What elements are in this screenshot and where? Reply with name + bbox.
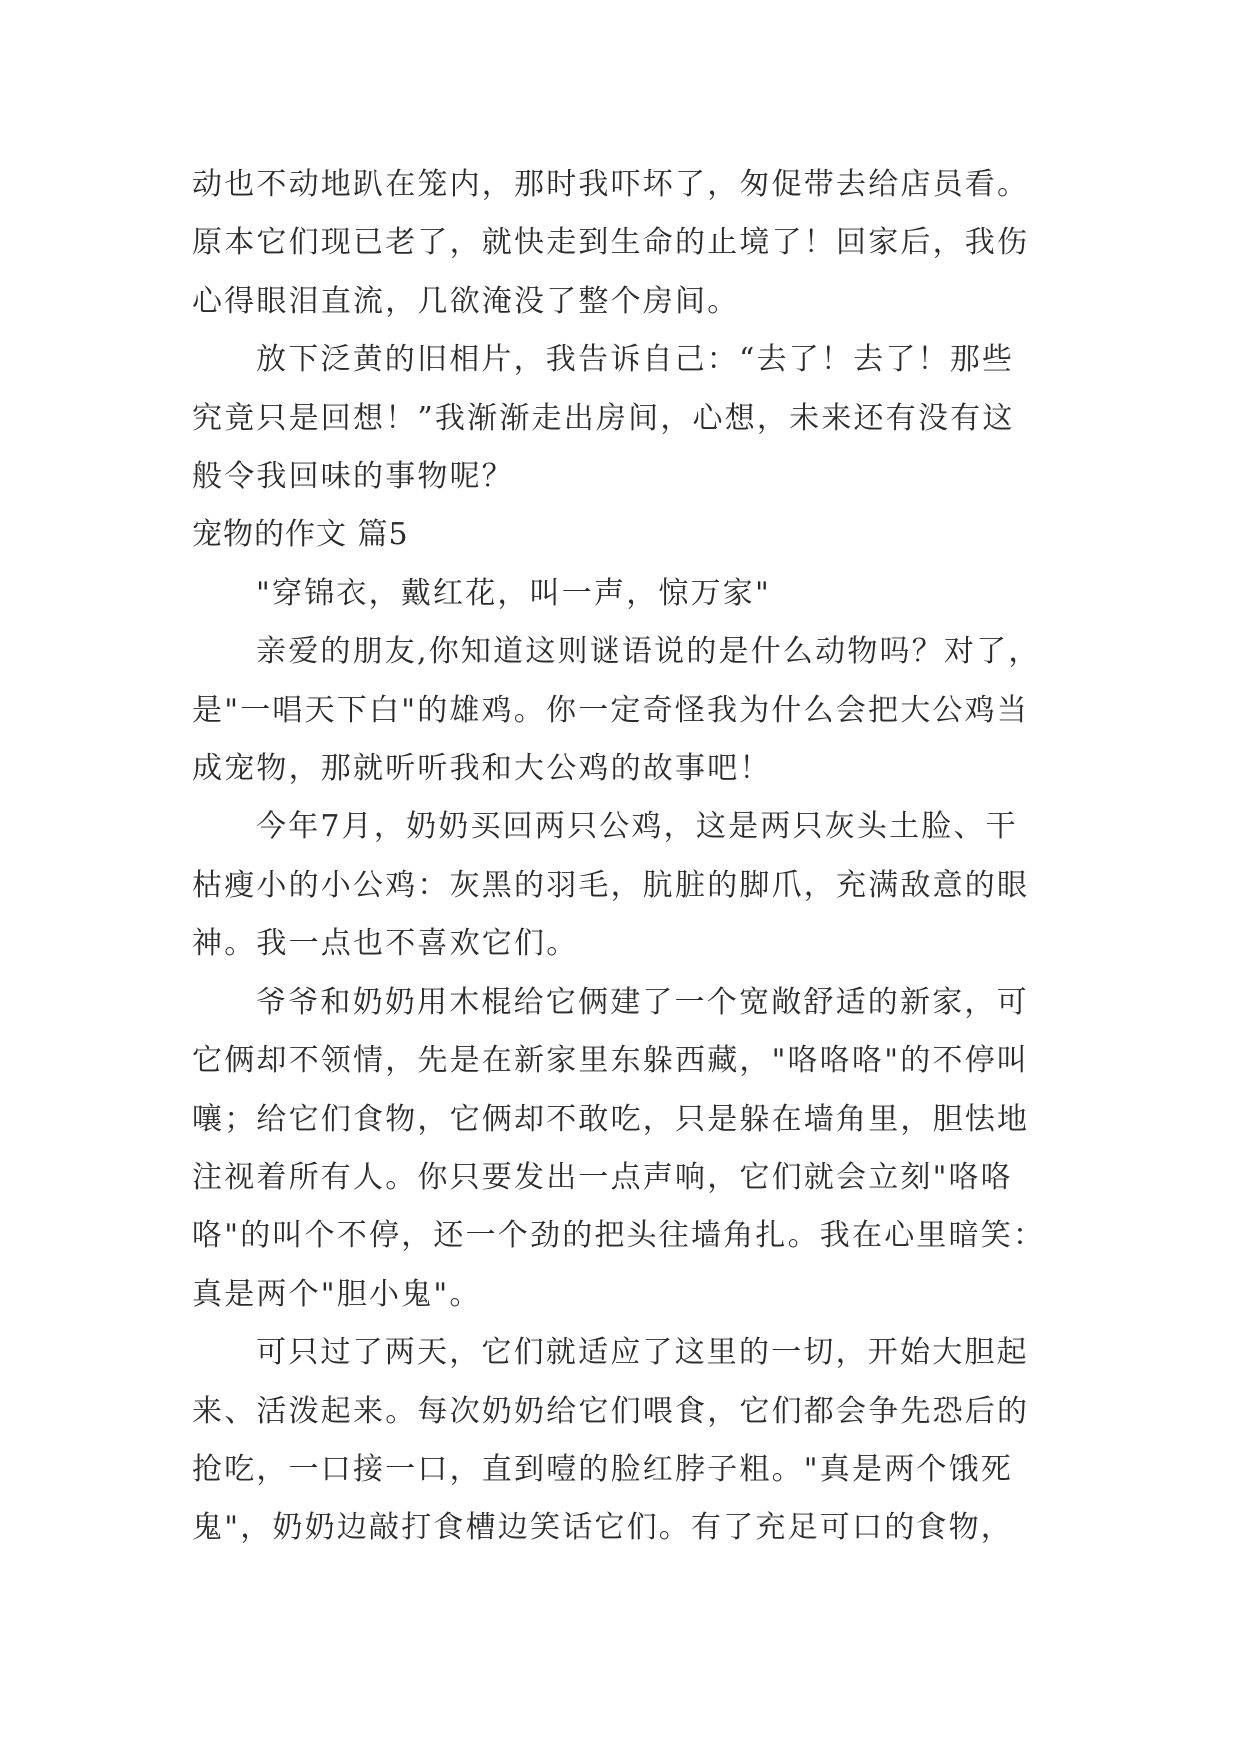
paragraph (192, 156, 1092, 331)
text-line: 抢吃，一口接一口，直到噎的脸红脖子粗。"真是两个饿死 (192, 1451, 1013, 1487)
text-line: 究竟只是回想！”我渐渐走出房间，心想，未来还有没有这 (192, 400, 1015, 436)
paragraph (192, 974, 1092, 1324)
text-line: 鬼"，奶奶边敲打食槽边笑话它们。有了充足可口的食物， (192, 1510, 1013, 1546)
paragraph (192, 331, 1092, 506)
text-line: 放下泛黄的旧相片，我告诉自己：“去了！去了！那些 (256, 342, 1015, 378)
text-line: 嚷；给它们食物，它俩却不敢吃，只是躲在墙角里，胆怯地 (192, 1101, 1030, 1137)
text-line: 今年7月，奶奶买回两只公鸡，这是两只灰头土脸、干 (256, 809, 1018, 845)
text-line: 动也不动地趴在笼内，那时我吓坏了，匆促带去给店员看。 (192, 167, 1030, 202)
text-line: 来、活泼起来。每次奶奶给它们喂食，它们都会争先恐后的 (192, 1393, 1030, 1429)
text-line: 它俩却不领情，先是在新家里东躲西藏，"咯咯咯"的不停叫 (192, 1043, 1029, 1079)
text-line: 般令我回味的事物呢？ (192, 459, 514, 495)
text-line: 亲爱的朋友,你知道这则谜语说的是什么动物吗？对了， (256, 634, 1041, 670)
text-line: 爷爷和奶奶用木棍给它俩建了一个宽敞舒适的新家，可 (256, 984, 1029, 1020)
text-line: 注视着所有人。你只要发出一点声响，它们就会立刻"咯咯 (192, 1159, 1013, 1195)
text-line: 咯"的叫个不停，还一个劲的把头往墙角扎。我在心里暗笑： (192, 1218, 1046, 1254)
text-line: 心得眼泪直流，几欲淹没了整个房间。 (192, 283, 740, 319)
text-line: 成宠物，那就听听我和大公鸡的故事吧！ (192, 751, 772, 787)
text-line: 枯瘦小的小公鸡：灰黑的羽毛，肮脏的脚爪，充满敌意的眼 (192, 867, 1030, 903)
paragraph (192, 565, 1092, 623)
text-line: "穿锦衣，戴红花，叫一声，惊万家" (256, 575, 771, 611)
document-body (192, 156, 1092, 1558)
text-line: 可只过了两天，它们就适应了这里的一切，开始大胆起 (256, 1335, 1029, 1371)
text-line: 是"一唱天下白"的雄鸡。你一定奇怪我为什么会把大公鸡当 (192, 692, 1029, 728)
paragraph (192, 623, 1092, 798)
section-heading (192, 506, 1092, 564)
text-line: 原本它们现已老了，就快走到生命的止境了！回家后，我伤 (192, 225, 1030, 261)
paragraph (192, 1324, 1092, 1558)
paragraph (192, 798, 1092, 973)
heading-text: 宠物的作文 篇5 (192, 517, 409, 553)
text-line: 神。我一点也不喜欢它们。 (192, 926, 579, 962)
text-line: 真是两个"胆小鬼"。 (192, 1276, 482, 1312)
